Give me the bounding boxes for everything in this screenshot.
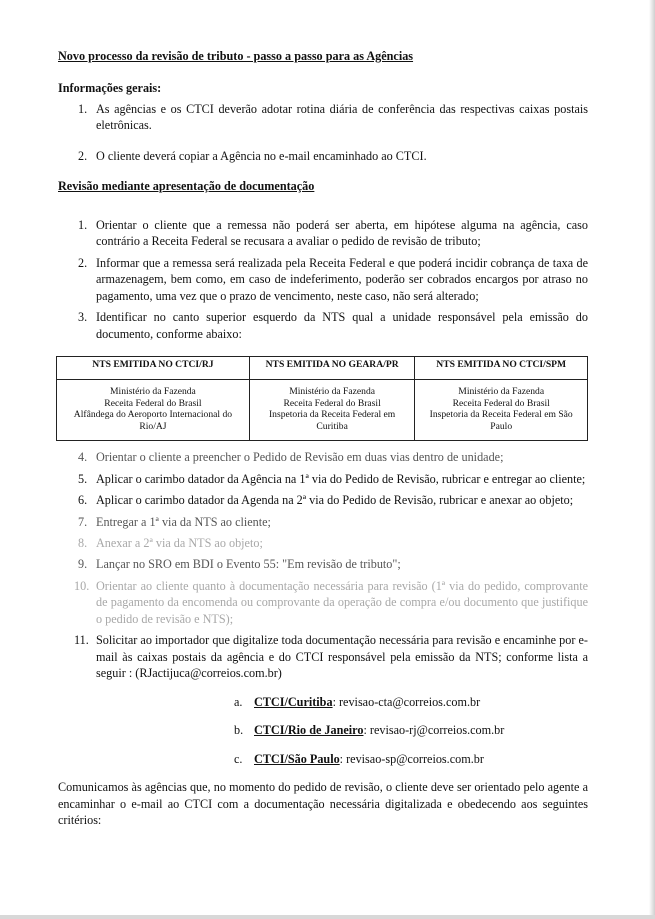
revision-heading: Revisão mediante apresentação de documentação <box>58 179 315 194</box>
table-header: NTS EMITIDA NO GEARA/PR <box>249 357 415 380</box>
document-title: Novo processo da revisão de tributo - passo a passo para as Agências <box>58 49 414 63</box>
revision-steps-list-continued <box>58 449 588 682</box>
site-email: : revisao-cta@correios.com.br <box>332 694 481 709</box>
site-name: CTCI/São Paulo <box>254 751 340 766</box>
list-item: 5. Aplicar o carimbo datador da Agência na 1ª via do Pedido de Revisão, rubricar e entregar ao cliente; <box>78 471 586 486</box>
list-item: 2. Informar que a remessa será realizada pela Receita Federal e que poderá incidir cobrança de taxa de armazenagem, bem como, em caso de indeferimento, poderão ser cobrados encargos por atraso no pagamento, uma vez que o prazo de vencimento, neste caso, não será alterado; <box>78 255 588 303</box>
closing-paragraph: Comunicamos às agências que, no momento do pedido de revisão, o cliente deve ser orientado pelo agente a encaminhar o e-mail ao CTCI com a documentação necessária digitalizada e obedecendo aos seguintes critérios: <box>58 780 588 828</box>
document-content <box>58 48 588 841</box>
list-item: 4. Orientar o cliente a preencher o Pedido de Revisão em duas vias dentro de unidade; <box>78 450 504 465</box>
site-name: CTCI/Curitiba <box>254 694 333 709</box>
ctci-email-list <box>234 694 588 767</box>
list-item: 9. Lançar no SRO em BDI o Evento 55: "Em revisão de tributo"; <box>78 557 401 572</box>
site-name: CTCI/Rio de Janeiro <box>254 723 364 738</box>
table-cell: Ministério da Fazenda Receita Federal do Brasil Inspetoria da Receita Federal em Curitiba <box>249 380 415 441</box>
nts-units-table <box>56 356 588 441</box>
table-header-row <box>57 357 588 380</box>
table-header: NTS EMITIDA NO CTCI/RJ <box>57 357 250 380</box>
table-row <box>57 380 588 441</box>
table-cell: Ministério da Fazenda Receita Federal do Brasil Alfândega do Aeroporto Internacional do Rio/AJ <box>57 380 250 441</box>
list-item: 2. O cliente deverá copiar a Agência no e-mail encaminhado ao CTCI. <box>78 148 427 163</box>
list-item: 7. Entregar a 1ª via da NTS ao cliente; <box>78 514 271 529</box>
page-bottom-edge <box>0 915 655 919</box>
revision-steps-list <box>58 217 588 342</box>
table-cell: Ministério da Fazenda Receita Federal do Brasil Inspetoria da Receita Federal em São Paulo <box>415 380 588 441</box>
list-item: 11. Solicitar ao importador que digitalize toda documentação necessária para revisão e encaminhe por e-mail às caixas postais da agência e do CTCI responsável pela emissão da NTS; conforme lista a seguir : (RJactijuca@correios.com.br) <box>74 633 588 681</box>
table-header: NTS EMITIDA NO CTCI/SPM <box>415 357 588 380</box>
list-item: b. CTCI/Rio de Janeiro: revisao-rj@correios.com.br <box>234 723 505 738</box>
page-edge-shadow <box>649 0 655 919</box>
list-item: 8. Anexar a 2ª via da NTS ao objeto; <box>78 535 263 550</box>
site-email: : revisao-sp@correios.com.br <box>339 751 484 766</box>
list-item: a. CTCI/Curitiba: revisao-cta@correios.com.br <box>234 694 481 709</box>
list-item: 3. Identificar no canto superior esquerdo da NTS qual a unidade responsável pela emissão do documento, conforme abaixo: <box>78 310 588 341</box>
list-item: 1. As agências e os CTCI deverão adotar rotina diária de conferência das respectivas caixas postais eletrônicas. <box>78 101 588 133</box>
list-item: 1. Orientar o cliente que a remessa não poderá ser aberta, em hipótese alguma na agência, caso contrário a Receita Federal se recusara a avaliar o pedido de revisão de tributo; <box>78 217 588 249</box>
general-info-heading: Informações gerais: <box>58 81 162 96</box>
list-item: 6. Aplicar o carimbo datador da Agenda na 2ª via do Pedido de Revisão, rubricar e anexar ao objeto; <box>78 493 574 508</box>
list-item: 10. Orientar ao cliente quanto à documentação necessária para revisão (1ª via do pedido, comprovante de pagamento da encomenda ou comprovante da operação de compra e/ou documento que justifique o pedido de revisão e NTS); <box>74 578 588 626</box>
site-email: : revisao-rj@correios.com.br <box>363 723 505 738</box>
general-info-list <box>58 101 588 164</box>
list-item: c. CTCI/São Paulo: revisao-sp@correios.com.br <box>234 751 484 766</box>
